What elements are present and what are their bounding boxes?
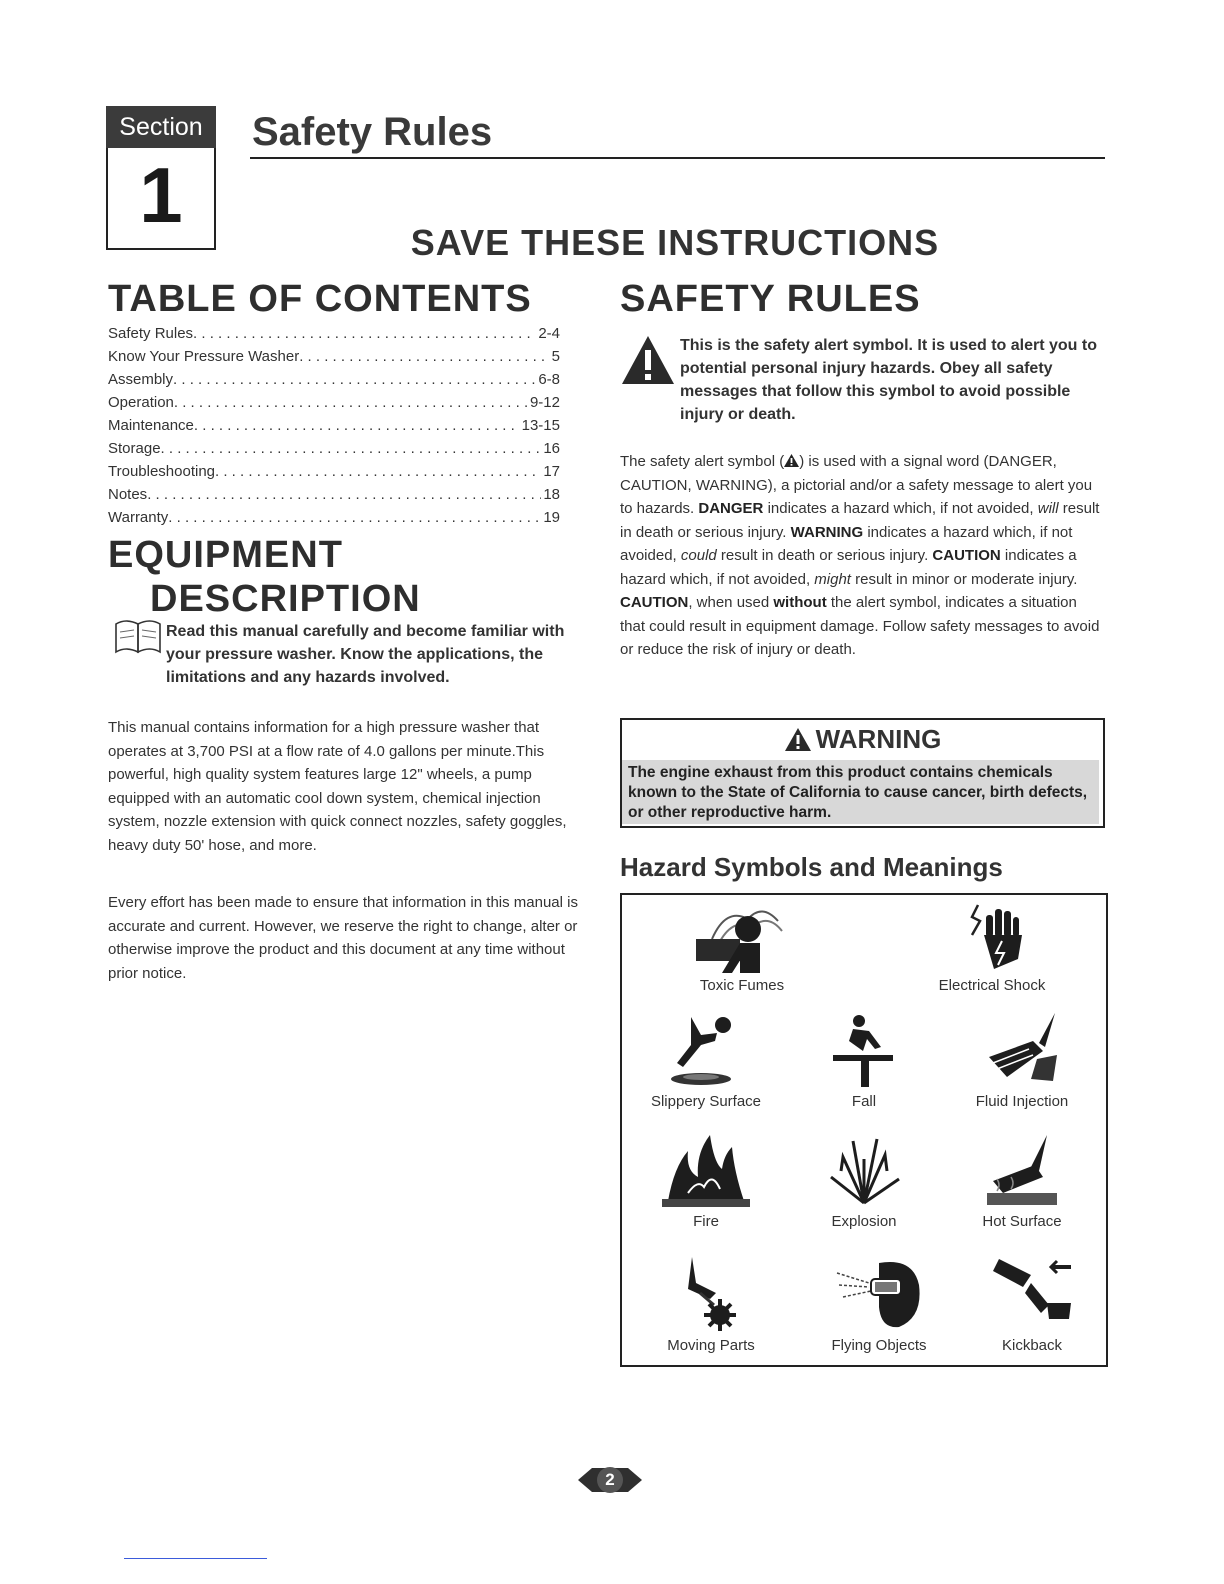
hazard-moving-parts [626, 1253, 796, 1354]
toc-item-title: Notes [108, 486, 148, 503]
disclaimer-paragraph: Every effort has been made to ensure that information in this manual is accurate and current. However, we reserve the right to change, alter or otherwise improve the product and this document at any time without prior notice. [108, 894, 578, 982]
toc-item [108, 345, 560, 368]
page-title: Safety Rules [252, 110, 493, 154]
signal-text: The safety alert symbol ( [620, 453, 785, 470]
hazard-explosion [784, 1131, 944, 1230]
title-rule [250, 157, 1105, 159]
toc-leader [299, 345, 549, 368]
hazard-label: Moving Parts [667, 1337, 755, 1354]
toc-item [108, 322, 560, 345]
toc-leader [194, 414, 520, 437]
hazard-fall [784, 1011, 944, 1110]
read-manual-note: Read this manual carefully and become familiar with your pressure washer. Know the applications, the limitations and any hazards involved. [166, 623, 565, 686]
warning-header [622, 720, 1103, 758]
hazard-label: Electrical Shock [938, 977, 1046, 994]
hazard-label: Toxic Fumes [699, 977, 785, 994]
manual-book-icon [112, 618, 164, 654]
toc-item [108, 460, 560, 483]
hazard-label: Fire [693, 1213, 719, 1230]
prop65-warning-box [620, 718, 1105, 828]
equipment-description-paragraph: This manual contains information for a high pressure washer that operates at 3,700 PSI at a flow rate of 4.0 gallons per minute.This powerful, high quality system features large 12" wheels, a pump equipped with an automatic cool down system, chemical injection system, nozzle extension with quick connect nozzles, safety goggles, heavy duty 50' hose, and more. [108, 719, 567, 854]
signal-text: indicates a hazard which, if not avoided, [620, 523, 1073, 564]
toc-item-title: Maintenance [108, 417, 194, 434]
section-number: 1 [139, 151, 183, 239]
toc-item-pages: 2-4 [538, 325, 560, 342]
toc-item-title: Assembly [108, 371, 174, 388]
toc-item-pages: 18 [543, 486, 560, 503]
page-number-badge [578, 1464, 642, 1496]
fire-icon [658, 1131, 754, 1211]
page-number: 2 [605, 1470, 615, 1489]
toc-leader [147, 483, 541, 506]
signal-text: , when used [688, 594, 774, 611]
kickback-icon [987, 1253, 1077, 1335]
signal-text: ) is used with a signal word (DANGER, CAUTION, WARNING), a pictorial and/or a safety message to alert you to hazards. [620, 453, 1093, 517]
signal-words-paragraph [620, 450, 1105, 662]
hazard-fluid-injection [942, 1011, 1102, 1110]
warning-word: WARNING [790, 523, 864, 541]
toc-item-title: Warranty [108, 509, 169, 526]
fluid-injection-icon [977, 1011, 1067, 1091]
toxic-fumes-icon [682, 899, 802, 975]
fall-icon [819, 1011, 909, 1091]
toc-item [108, 391, 560, 414]
toc-item-pages: 19 [543, 509, 560, 526]
section-badge [106, 106, 216, 246]
toc-leader [173, 368, 536, 391]
signal-text: the alert symbol, indicates a situation that could result in equipment damage. Follow safety messages to avoid or reduce the risk of injury or death. [620, 594, 1100, 658]
hazard-kickback [962, 1253, 1102, 1354]
hazard-fire [626, 1131, 786, 1230]
safety-alert-icon [620, 334, 676, 386]
danger-word: DANGER [698, 500, 764, 517]
might-word: might [814, 570, 851, 588]
toc-item-title: Storage [108, 440, 161, 457]
explosion-icon [819, 1131, 909, 1211]
toc-item-pages: 6-8 [538, 371, 560, 388]
hazard-flying-objects [794, 1253, 964, 1354]
equipment-heading: EQUIPMENT [108, 534, 343, 576]
hazard-toxic-fumes [642, 899, 842, 994]
signal-text: result in death or serious injury. [620, 500, 1100, 541]
toc-item [108, 437, 560, 460]
hazard-hot-surface [942, 1131, 1102, 1230]
section-label: Section [106, 106, 216, 148]
toc-item [108, 368, 560, 391]
warning-text: The engine exhaust from this product contains chemicals known to the State of California to cause cancer, birth defects, or other reproductive harm. [622, 760, 1099, 824]
toc-item-pages: 13-15 [521, 417, 560, 434]
will-word: will [1037, 500, 1059, 517]
hazard-label: Slippery Surface [650, 1093, 762, 1110]
toc-leader [161, 437, 542, 460]
flying-objects-icon [829, 1253, 929, 1335]
toc-item-title: Operation [108, 394, 174, 411]
toc-item-pages: 17 [543, 463, 560, 480]
electrical-shock-icon [942, 899, 1042, 975]
toc-leader [193, 322, 536, 345]
toc-item-pages: 5 [551, 348, 560, 365]
signal-text: result in death or serious injury. [716, 547, 929, 564]
hazard-label: Kickback [1001, 1337, 1063, 1354]
toc-item [108, 506, 560, 529]
toc-item-title: Safety Rules [108, 325, 194, 342]
caution-word: CAUTION [620, 594, 689, 611]
toc-list [108, 322, 560, 529]
slippery-surface-icon [661, 1011, 751, 1091]
signal-text: result in minor or moderate injury. [850, 570, 1078, 588]
toc-item-pages: 9-12 [529, 394, 560, 411]
inline-alert-icon [784, 454, 799, 467]
could-word: could [680, 547, 717, 564]
safety-rules-heading: SAFETY RULES [620, 278, 921, 320]
hazard-symbols-box [620, 893, 1108, 1367]
safety-alert-note: This is the safety alert symbol. It is used to alert you to potential personal injury hazards. Obey all safety messages that follow this symbol to avoid possible injury or death. [680, 337, 1097, 423]
moving-parts-icon [666, 1253, 756, 1335]
save-instructions-banner: SAVE THESE INSTRUCTIONS [410, 222, 940, 263]
toc-heading: TABLE OF CONTENTS [108, 278, 532, 320]
hazard-electrical-shock [892, 899, 1092, 994]
warning-triangle-icon [784, 727, 812, 752]
warning-title: WARNING [815, 724, 942, 754]
caution-word: CAUTION [932, 547, 1001, 564]
toc-item [108, 414, 560, 437]
hot-surface-icon [977, 1131, 1067, 1211]
toc-leader [168, 506, 541, 529]
toc-item-pages: 16 [543, 440, 560, 457]
hazard-label: Explosion [831, 1213, 897, 1230]
signal-text: indicates a hazard which, if not avoided, [620, 547, 1077, 588]
footer-rule [124, 1558, 267, 1559]
hazard-label: Fall [851, 1093, 877, 1110]
description-heading: DESCRIPTION [150, 578, 421, 620]
without-word: without [773, 594, 827, 611]
toc-item-title: Troubleshooting [108, 463, 216, 480]
toc-item [108, 483, 560, 506]
signal-text: indicates a hazard which, if not avoided, [763, 500, 1038, 517]
hazard-label: Flying Objects [831, 1337, 927, 1354]
toc-item-title: Know Your Pressure Washer [108, 348, 300, 365]
hazard-label: Fluid Injection [975, 1093, 1069, 1110]
toc-leader [215, 460, 541, 483]
hazard-label: Hot Surface [982, 1213, 1062, 1230]
hazard-slippery-surface [626, 1011, 786, 1110]
toc-leader [174, 391, 528, 414]
hazard-symbols-heading: Hazard Symbols and Meanings [620, 852, 1003, 882]
